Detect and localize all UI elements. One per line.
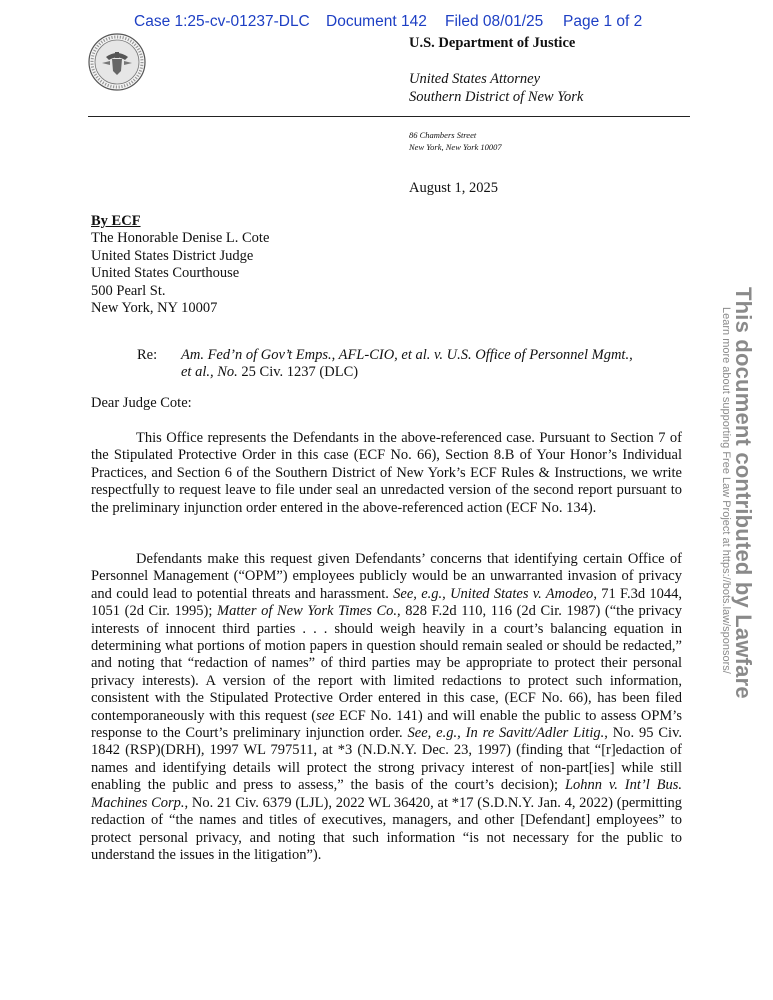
case-caption-line-2: et al., No. — [181, 364, 238, 381]
document-number: Document 142 — [326, 13, 427, 30]
watermark-subtitle: Learn more about supporting Free Law Project at https://bots.law/sponsors/ — [720, 307, 732, 674]
letter-date: August 1, 2025 — [409, 180, 499, 196]
recipient-line: The Honorable Denise L. Cote — [91, 230, 270, 247]
filed-date: Filed 08/01/25 — [445, 13, 544, 30]
page-count: Page 1 of 2 — [563, 13, 643, 30]
letterhead-divider — [88, 116, 690, 117]
case-number: Case 1:25-cv-01237-DLC — [134, 13, 310, 30]
address-line-2: New York, New York 10007 — [409, 142, 502, 152]
recipient-block — [91, 213, 269, 317]
recipient-line: United States Courthouse — [91, 265, 240, 282]
doj-seal-icon — [88, 33, 146, 91]
recipient-line: United States District Judge — [91, 247, 254, 264]
case-caption-line-1: Am. Fed’n of Gov’t Emps., AFL-CIO, et al. v. U.S. Office of Personnel Mgmt., — [181, 347, 633, 363]
watermark-title: This document contributed by Lawfare — [731, 287, 756, 699]
office-name — [409, 70, 583, 106]
salutation: Dear Judge Cote: — [91, 395, 192, 411]
delivery-method: By ECF — [91, 213, 141, 229]
text-run: , 828 F.2d 110, 116 (2d Cir. 1987) (“the privacy interests of innocent third parties . . . should weigh heavily in a court’s balancing equation in determining what portions of motion papers in question should remain sealed or should be redacted,” and noting that “redaction of names” of third parties may be appropriate to protect their personal privacy interests). A version of the report with limited redactions to protect such information, consistent with the Stipulated Protective Order entered in this case, (ECF No. 66), has been filed contemporaneously with this request ( — [91, 603, 682, 724]
office-line-2: Southern District of New York — [409, 89, 584, 105]
office-address — [409, 129, 502, 153]
recipient-line: 500 Pearl St. — [91, 282, 166, 299]
contributor-watermark — [720, 287, 768, 712]
citation: Lohnn v. Int’l Bus. Machines Corp. — [91, 777, 682, 811]
re-label: Re: — [137, 347, 158, 363]
text-run: Defendants make this request given Defendants’ concerns that identifying certain Office of Personnel Management (“OPM”) employees publicly would be an unwarranted invasion of privacy and could lead to potential threats and harassment. — [91, 551, 682, 602]
office-line-1: United States Attorney — [409, 71, 541, 87]
text-run: ECF No. 141) and will enable the public to assess OPM’s response to the Court’s preliminary injunction order. — [91, 707, 682, 742]
department-name: U.S. Department of Justice — [409, 35, 576, 51]
body-paragraph-2 — [91, 551, 682, 864]
citation: See, e.g., In re Savitt/Adler Litig. — [407, 725, 605, 742]
address-line-1: 86 Chambers Street — [409, 130, 477, 140]
citation: See, e.g., United States v. Amodeo — [393, 585, 594, 602]
re-caption — [181, 347, 671, 382]
recipient-line: New York, NY 10007 — [91, 300, 218, 317]
body-paragraph-1: This Office represents the Defendants in the above-referenced case. Pursuant to Section 7 of the Stipulated Protective Order in this case (ECF No. 66), Section 8.B of Your Honor’s Individual Practices, and Section 6 of the Southern District of New York’s ECF Rules & Instructions, we write respectfully to request leave to file under seal an unredacted version of the second report pursuant to the preliminary injunction order entered in the above-referenced action (ECF No. 134). — [91, 430, 682, 516]
citation: Matter of New York Times Co. — [217, 603, 398, 620]
text-run: , 71 F.3d 1044, 1051 (2d Cir. 1995); — [91, 585, 682, 620]
case-caption-number: 25 Civ. 1237 (DLC) — [237, 364, 359, 381]
text-run: , No. 95 Civ. 1842 (RSP)(DRH), 1997 WL 797511, at *3 (N.D.N.Y. Dec. 23, 1997) (finding that “[r]edaction of names and identifying details will protect the strong privacy interest of non-part[ies] while still enabling the public and press to assess,” the basis of the court’s decision); — [91, 725, 683, 794]
text-run: , No. 21 Civ. 6379 (LJL), 2022 WL 36420, at *17 (S.D.N.Y. Jan. 4, 2022) (permitting redaction of “the names and titles of executives, managers, and other [Defendant] employees” to protect personal privacy, and noting that such information “is not necessary for the public to understand the issues in the litigation”). — [91, 794, 682, 863]
citation: see — [316, 707, 335, 724]
